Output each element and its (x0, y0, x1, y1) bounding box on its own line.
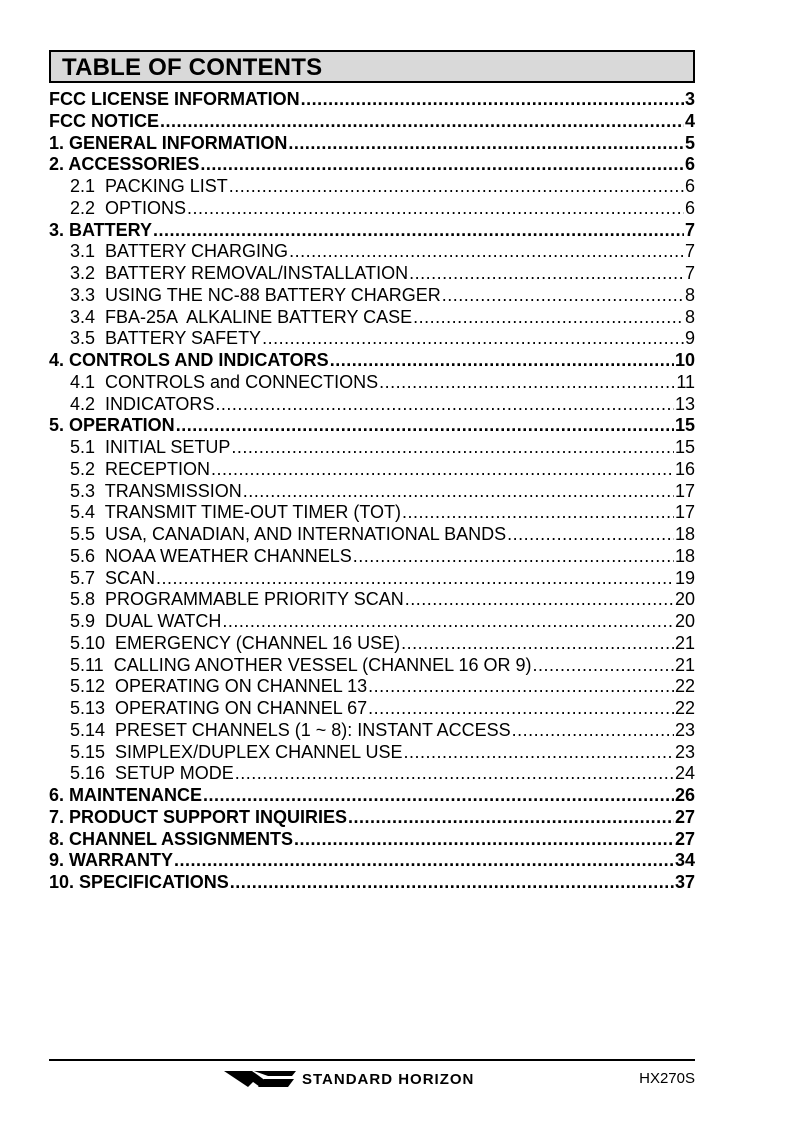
toc-subsection-entry[interactable] (49, 720, 695, 742)
toc-subsection-entry[interactable] (49, 285, 695, 307)
toc-entry-label: 3.3 USING THE NC-88 BATTERY CHARGER (70, 284, 441, 305)
toc-page-number: 13 (674, 393, 695, 414)
dot-leader (262, 328, 684, 350)
toc-entry-label: 5.16 SETUP MODE (70, 763, 234, 784)
toc-page-number: 11 (676, 371, 695, 392)
toc-entry-label: 1. GENERAL INFORMATION (49, 132, 288, 153)
toc-entry-label: 5.1 INITIAL SETUP (70, 437, 231, 457)
toc-page-number: 22 (674, 676, 695, 697)
dot-leader (368, 676, 674, 698)
toc-section-entry[interactable] (49, 829, 695, 851)
toc-entry-label: 5.11 CALLING ANOTHER VESSEL (CHANNEL 16 OR 9) (70, 654, 532, 675)
dot-leader (200, 154, 684, 176)
toc-page-number: 21 (674, 654, 695, 675)
toc-page-number: 20 (674, 611, 695, 631)
toc-subsection-entry[interactable] (49, 437, 695, 459)
toc-page-number: 6 (684, 197, 695, 218)
toc-list (49, 89, 695, 894)
dot-leader (330, 350, 674, 372)
toc-subsection-entry[interactable] (49, 698, 695, 720)
dot-leader (402, 502, 674, 524)
toc-page-number: 7 (684, 241, 695, 262)
dot-leader (442, 285, 684, 307)
toc-entry-label: 5.6 NOAA WEATHER CHANNELS (70, 545, 352, 566)
toc-page-number: 37 (674, 872, 695, 892)
toc-page-number: 26 (674, 785, 695, 805)
toc-subsection-entry[interactable] (49, 241, 695, 263)
footer-divider (49, 1059, 695, 1061)
toc-subsection-entry[interactable] (49, 459, 695, 481)
toc-entry-label: 3.2 BATTERY REMOVAL/INSTALLATION (70, 263, 409, 283)
dot-leader (187, 198, 684, 220)
toc-entry-label: FCC NOTICE (49, 110, 159, 131)
toc-page-number: 6 (684, 154, 695, 175)
dot-leader (301, 89, 684, 111)
toc-page-number: 23 (674, 719, 695, 740)
toc-page-number: 18 (674, 545, 695, 566)
toc-subsection-entry[interactable] (49, 198, 695, 220)
toc-entry-label: 4. CONTROLS AND INDICATORS (49, 350, 329, 370)
dot-leader (353, 546, 674, 568)
standard-horizon-logo-icon (224, 1068, 296, 1090)
toc-subsection-entry[interactable] (49, 502, 695, 524)
toc-section-entry[interactable] (49, 154, 695, 176)
toc-subsection-entry[interactable] (49, 546, 695, 568)
dot-leader (231, 437, 674, 459)
toc-section-entry[interactable] (49, 350, 695, 372)
toc-entry-label: 5.5 USA, CANADIAN, AND INTERNATIONAL BANDS (70, 524, 507, 544)
dot-leader (203, 785, 674, 807)
toc-page-number: 10 (674, 350, 695, 370)
toc-page-number: 8 (684, 306, 695, 327)
toc-entry-label: 3. BATTERY (49, 219, 153, 240)
toc-entry-label: 2.2 OPTIONS (70, 197, 187, 218)
dot-leader (403, 742, 674, 764)
toc-page-number: 9 (684, 328, 695, 349)
toc-page-number: 7 (684, 219, 695, 240)
dot-leader (368, 698, 674, 720)
toc-section-entry[interactable] (49, 785, 695, 807)
toc-entry-label: 10. SPECIFICATIONS (49, 872, 229, 892)
dot-leader (533, 655, 674, 677)
toc-entry-label: 3.1 BATTERY CHARGING (70, 241, 289, 262)
toc-subsection-entry[interactable] (49, 633, 695, 655)
brand-name: STANDARD HORIZON (302, 1070, 475, 1088)
dot-leader (160, 111, 684, 133)
page-title: TABLE OF CONTENTS (62, 54, 323, 81)
dot-leader (507, 524, 674, 546)
toc-entry-label: 5.9 DUAL WATCH (70, 611, 222, 631)
toc-subsection-entry[interactable] (49, 742, 695, 764)
toc-page-number: 34 (674, 850, 695, 871)
dot-leader (405, 589, 674, 611)
toc-page-number: 19 (674, 567, 695, 588)
toc-subsection-entry[interactable] (49, 676, 695, 698)
toc-entry-label: 5. OPERATION (49, 415, 175, 436)
toc-page-number: 24 (674, 763, 695, 784)
toc-subsection-entry[interactable] (49, 589, 695, 611)
toc-page-number: 15 (674, 415, 695, 436)
toc-entry-label: 5.10 EMERGENCY (CHANNEL 16 USE) (70, 632, 401, 653)
toc-entry-label: 4.2 INDICATORS (70, 393, 215, 414)
toc-entry-label: FCC LICENSE INFORMATION (49, 89, 300, 109)
toc-page-number: 27 (674, 828, 695, 849)
toc-subsection-entry[interactable] (49, 176, 695, 198)
toc-subsection-entry[interactable] (49, 307, 695, 329)
dot-leader (230, 872, 674, 894)
toc-subsection-entry[interactable] (49, 655, 695, 677)
dot-leader (229, 176, 684, 198)
toc-section-entry[interactable] (49, 89, 695, 111)
dot-leader (409, 263, 684, 285)
dot-leader (215, 394, 674, 416)
dot-leader (379, 372, 675, 394)
toc-page-number: 6 (684, 176, 695, 196)
toc-section-entry[interactable] (49, 872, 695, 894)
toc-subsection-entry[interactable] (49, 763, 695, 785)
dot-leader (211, 459, 674, 481)
dot-leader (174, 850, 674, 872)
toc-subsection-entry[interactable] (49, 372, 695, 394)
toc-entry-label: 5.13 OPERATING ON CHANNEL 67 (70, 698, 368, 718)
toc-page-number: 8 (684, 284, 695, 305)
toc-entry-label: 5.15 SIMPLEX/DUPLEX CHANNEL USE (70, 741, 403, 762)
dot-leader (156, 568, 674, 590)
dot-leader (243, 481, 674, 503)
toc-entry-label: 5.3 TRANSMISSION (70, 480, 242, 501)
toc-page-number: 17 (674, 502, 695, 523)
toc-entry-label: 7. PRODUCT SUPPORT INQUIRIES (49, 806, 348, 827)
toc-page-number: 27 (674, 806, 695, 827)
toc-page-number: 22 (674, 698, 695, 718)
toc-entry-label: 2.1 PACKING LIST (70, 176, 228, 196)
toc-page-number: 5 (684, 132, 695, 153)
toc-entry-label: 5.14 PRESET CHANNELS (1 ~ 8): INSTANT ACCESS (70, 719, 511, 740)
toc-subsection-entry[interactable] (49, 611, 695, 633)
toc-entry-label: 9. WARRANTY (49, 850, 174, 871)
toc-subsection-entry[interactable] (49, 524, 695, 546)
toc-page-number: 23 (674, 741, 695, 762)
toc-entry-label: 8. CHANNEL ASSIGNMENTS (49, 828, 294, 849)
toc-page-number: 16 (674, 458, 695, 479)
toc-title-box (49, 50, 695, 83)
dot-leader (235, 763, 674, 785)
toc-section-entry[interactable] (49, 220, 695, 242)
model-number: HX270S (639, 1070, 695, 1087)
dot-leader (222, 611, 674, 633)
toc-page-number: 20 (674, 589, 695, 610)
toc-entry-label: 5.2 RECEPTION (70, 458, 211, 479)
toc-entry-label: 5.4 TRANSMIT TIME-OUT TIMER (TOT) (70, 502, 402, 523)
toc-entry-label: 5.7 SCAN (70, 567, 156, 588)
dot-leader (153, 220, 684, 242)
dot-leader (512, 720, 674, 742)
toc-entry-label: 4.1 CONTROLS and CONNECTIONS (70, 371, 379, 392)
toc-entry-label: 2. ACCESSORIES (49, 154, 200, 175)
toc-section-entry[interactable] (49, 133, 695, 155)
toc-entry-label: 5.8 PROGRAMMABLE PRIORITY SCAN (70, 589, 404, 610)
toc-page-number: 7 (684, 263, 695, 283)
dot-leader (348, 807, 674, 829)
toc-page-number: 18 (674, 524, 695, 544)
toc-entry-label: 3.4 FBA-25A ALKALINE BATTERY CASE (70, 306, 413, 327)
toc-page-number: 4 (684, 110, 695, 131)
toc-section-entry[interactable] (49, 111, 695, 133)
dot-leader (288, 133, 684, 155)
toc-page-number: 15 (674, 437, 695, 457)
dot-leader (294, 829, 674, 851)
toc-entry-label: 6. MAINTENANCE (49, 785, 203, 805)
dot-leader (289, 241, 684, 263)
toc-subsection-entry[interactable] (49, 568, 695, 590)
toc-section-entry[interactable] (49, 415, 695, 437)
toc-section-entry[interactable] (49, 807, 695, 829)
toc-subsection-entry[interactable] (49, 328, 695, 350)
dot-leader (401, 633, 674, 655)
toc-subsection-entry[interactable] (49, 394, 695, 416)
dot-leader (413, 307, 684, 329)
dot-leader (176, 415, 674, 437)
toc-page-number: 21 (674, 632, 695, 653)
toc-entry-label: 3.5 BATTERY SAFETY (70, 328, 262, 349)
toc-entry-label: 5.12 OPERATING ON CHANNEL 13 (70, 676, 368, 697)
toc-subsection-entry[interactable] (49, 263, 695, 285)
toc-section-entry[interactable] (49, 850, 695, 872)
toc-page-number: 17 (674, 480, 695, 501)
brand-logo (224, 1066, 474, 1092)
toc-subsection-entry[interactable] (49, 481, 695, 503)
toc-page-number: 3 (684, 89, 695, 109)
